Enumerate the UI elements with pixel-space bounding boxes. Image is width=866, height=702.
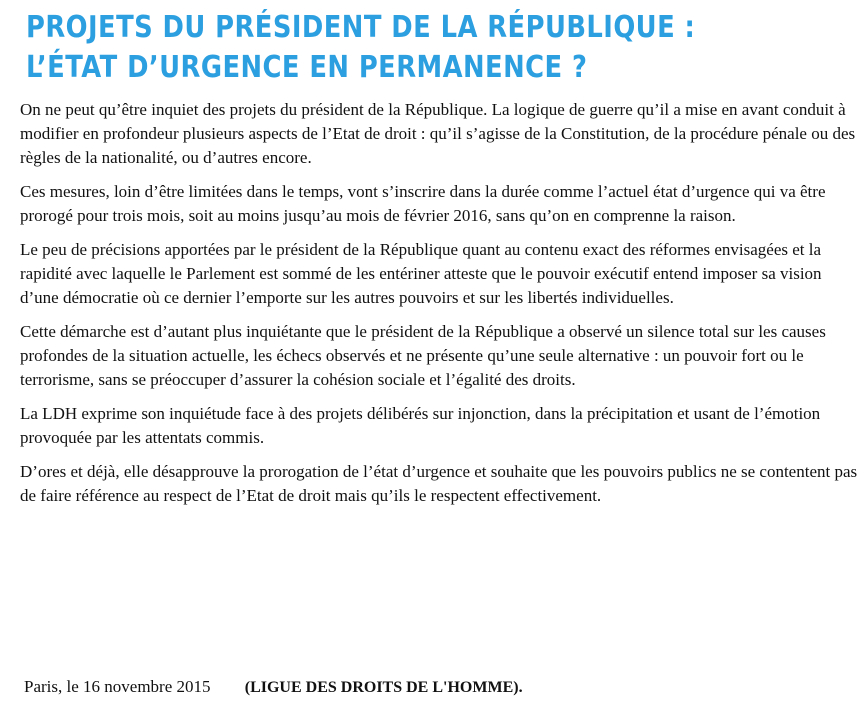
title-line-1: PROJETS DU PRÉSIDENT DE LA RÉPUBLIQUE : bbox=[26, 10, 696, 45]
document-body bbox=[20, 98, 860, 518]
signature: (LIGUE DES DROITS DE L'HOMME). bbox=[244, 679, 523, 696]
paragraph: Ces mesures, loin d’être limitées dans le temps, vont s’inscrire dans la durée comme l’actuel état d’urgence qui va être prorogé pour trois mois, soit au moins jusqu’au mois de février 2016, sans qu’on en comprenne la raison. bbox=[20, 182, 826, 225]
document-title bbox=[26, 8, 731, 88]
title-line-2: L’ÉTAT D’URGENCE EN PERMANENCE ? bbox=[26, 50, 588, 85]
paragraph: On ne peut qu’être inquiet des projets du président de la République. La logique de guerre qu’il a mise en avant conduit à modifier en profondeur plusieurs aspects de l’Etat de droit : qu’il s’agisse de la Constitution, de la procédure pénale ou des règles de la nationalité, ou d’autres encore. bbox=[20, 100, 856, 167]
place-date: Paris, le 16 novembre 2015 bbox=[24, 677, 211, 696]
document-footer bbox=[24, 676, 784, 699]
paragraph: La LDH exprime son inquiétude face à des projets délibérés sur injonction, dans la précipitation et usant de l’émotion provoquée par les attentats commis. bbox=[20, 404, 821, 447]
paragraph: Le peu de précisions apportées par le président de la République quant au contenu exact des réformes envisagées et la rapidité avec laquelle le Parlement est sommé de les entériner atteste que le pouvoir exécutif entend imposer sa vision d’une démocratie où ce dernier l’emporte sur les autres pouvoirs et sur les libertés individuelles. bbox=[20, 240, 822, 307]
paragraph: D’ores et déjà, elle désapprouve la prorogation de l’état d’urgence et souhaite que les pouvoirs publics ne se contentent pas de faire référence au respect de l’Etat de droit mais qu’ils le respectent effectivement. bbox=[20, 462, 858, 505]
paragraph: Cette démarche est d’autant plus inquiétante que le président de la République a observé un silence total sur les causes profondes de la situation actuelle, les échecs observés et ne présente qu’une seule alternative : un pouvoir fort ou le terrorisme, sans se préoccuper d’assurer la cohésion sociale et l’égalité des droits. bbox=[20, 322, 826, 389]
